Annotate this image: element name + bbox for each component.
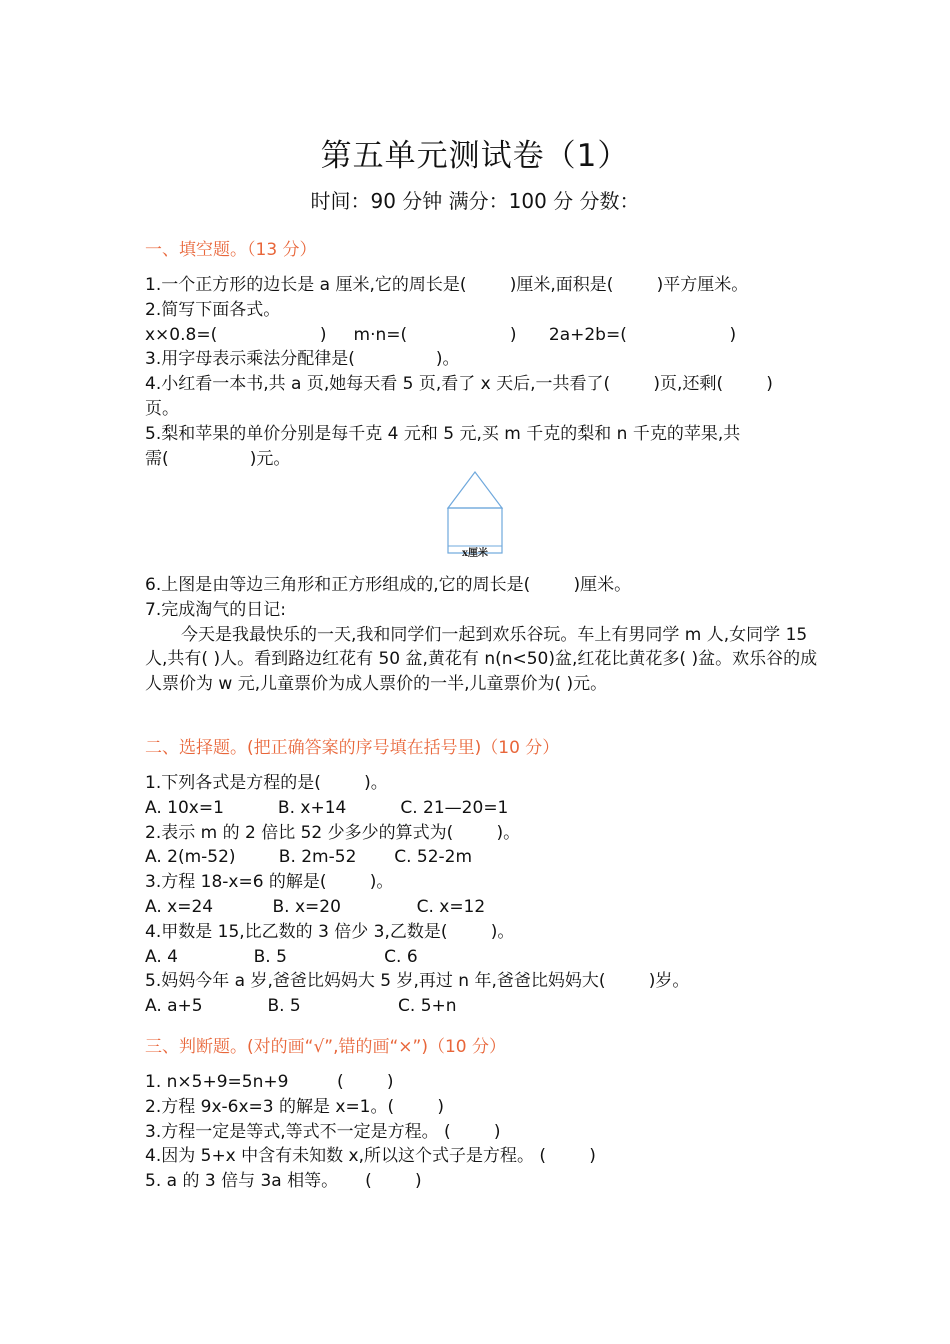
options-line: A. 10x=1 B. x+14 C. 21—20=1 bbox=[145, 797, 509, 818]
question-line: 5.妈妈今年 a 岁,爸爸比妈妈大 5 岁,再过 n 年,爸爸比妈妈大( )岁。 bbox=[145, 971, 690, 992]
triangle-shape bbox=[448, 472, 502, 508]
question-line: 页。 bbox=[145, 398, 179, 419]
question-line: 1.下列各式是方程的是( )。 bbox=[145, 773, 388, 793]
question-line: 5.梨和苹果的单价分别是每千克 4 元和 5 元,买 m 千克的梨和 n 千克的苹果,共 bbox=[145, 423, 741, 444]
section-choice-questions bbox=[145, 771, 825, 1019]
question-line: 6.上图是由等边三角形和正方形组成的,它的周长是( )厘米。 bbox=[145, 575, 632, 595]
section-heading: 二、选择题。(把正确答案的序号填在括号里)（10 分） bbox=[145, 738, 560, 758]
question-line: 3.方程 18-x=6 的解是( )。 bbox=[145, 872, 394, 893]
question-line: 需( )元。 bbox=[145, 448, 291, 469]
options-line: A. 4 B. 5 C. 6 bbox=[145, 946, 418, 967]
options-line: A. 2(m-52) B. 2m-52 C. 52-2m bbox=[145, 847, 473, 868]
question-line: 3.方程一定是等式,等式不一定是方程。 ( ) bbox=[145, 1121, 501, 1142]
question-line: 1.一个正方形的边长是 a 厘米,它的周长是( )厘米,面积是( )平方厘米。 bbox=[145, 275, 749, 295]
section-fill-blank-questions-2 bbox=[145, 573, 825, 697]
options-line: A. a+5 B. 5 C. 5+n bbox=[145, 996, 457, 1017]
section-choice-heading bbox=[145, 736, 825, 760]
exam-info: 时间：90 分钟 满分：100 分 分数： bbox=[310, 189, 640, 213]
figure-label: x厘米 bbox=[462, 548, 488, 559]
section-fill-blank-heading bbox=[145, 238, 825, 262]
question-line: 3.用字母表示乘法分配律是( )。 bbox=[145, 349, 460, 370]
question-line: 2.简写下面各式。 bbox=[145, 299, 281, 320]
section-heading: 三、判断题。(对的画“√”,错的画“×”)（10 分） bbox=[145, 1037, 507, 1057]
question-line: 2.方程 9x-6x=3 的解是 x=1。( ) bbox=[145, 1096, 444, 1117]
section-judge-questions bbox=[145, 1070, 825, 1194]
options-line: A. x=24 B. x=20 C. x=12 bbox=[145, 896, 486, 917]
section-fill-blank-questions bbox=[145, 273, 825, 471]
question-line: x×0.8=( ) m·n=( ) 2a+2b=( ) bbox=[145, 324, 737, 345]
question-line: 1. n×5+9=5n+9 ( ) bbox=[145, 1072, 394, 1092]
question-line: 4.小红看一本书,共 a 页,她每天看 5 页,看了 x 天后,一共看了( )页,还剩( ) bbox=[145, 374, 773, 395]
diary-paragraph: 今天是我最快乐的一天,我和同学们一起到欢乐谷玩。车上有男同学 m 人,女同学 15 人,共有( )人。看到路边红花有 50 盆,黄花有 n(n<50)盆,红花比黄花多( )盆。欢乐谷的成人票价为 w 元,儿童票价为成人票价的一半,儿童票价为( )元。 bbox=[145, 624, 818, 695]
question-line: 4.因为 5+x 中含有未知数 x,所以这个式子是方程。 ( ) bbox=[145, 1146, 596, 1167]
section-heading: 一、填空题。（13 分） bbox=[145, 240, 317, 260]
question-line: 2.表示 m 的 2 倍比 52 少多少的算式为( )。 bbox=[145, 822, 521, 843]
section-judge-heading bbox=[145, 1035, 825, 1059]
question-line: 4.甲数是 15,比乙数的 3 倍少 3,乙数是( )。 bbox=[145, 921, 515, 942]
page-title: 第五单元测试卷（1） bbox=[320, 138, 630, 174]
question-line: 5. a 的 3 倍与 3a 相等。 ( ) bbox=[145, 1171, 422, 1192]
house-figure bbox=[445, 470, 505, 562]
question-line: 7.完成淘气的日记: bbox=[145, 599, 286, 620]
